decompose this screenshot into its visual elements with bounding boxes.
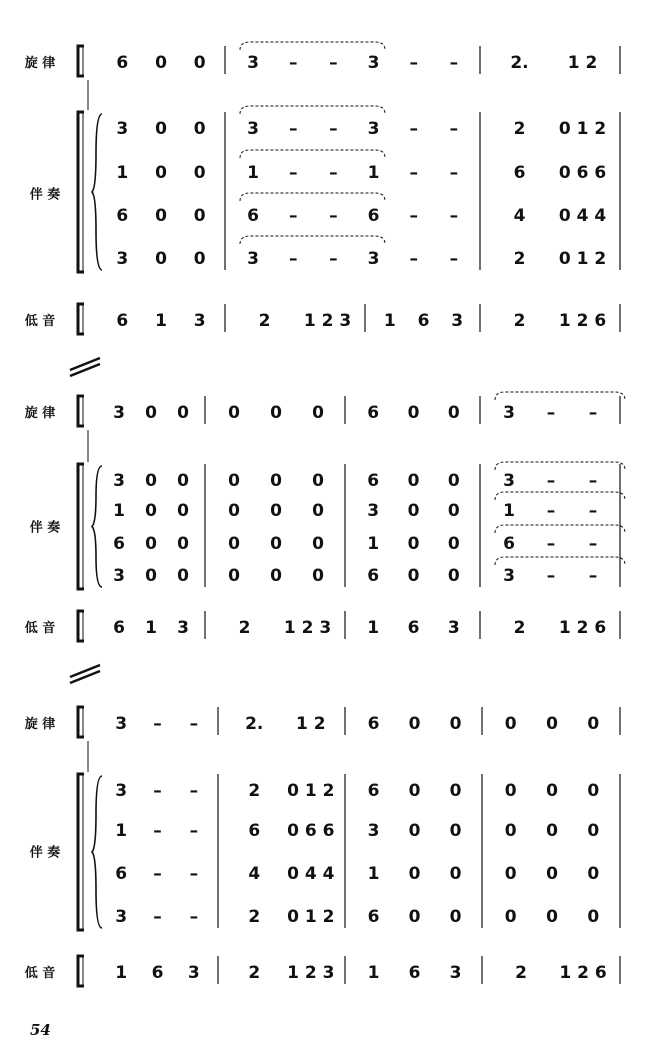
system-1-accomp-v2-m2-beat-2: 0 [447,534,460,554]
system-2-accomp-v3-m0-beat-0: 3 [115,907,128,927]
system-0-accomp-v1-m1-beat-5: – [449,163,459,183]
system-0-accomp-v1-m1-beat-2: – [329,163,338,183]
system-1-melody-m0-beat-2: 0 [177,403,189,423]
system-2-accomp-v3-m2-beat-1: 0 [408,907,421,927]
system-0-accomp-v0-m1-beat-4: – [409,119,418,139]
system-2-accomp-v0-m1-beat-0: 2 [248,781,261,801]
system-0-accomp-v1-m1-beat-4: – [409,163,418,183]
system-1-accomp-v2-m3-beat-2: – [588,534,598,554]
system-0-accomp-v3-m2-beat-1: 0 1 2 [558,249,607,269]
system-1-accomp-v3-m1-beat-2: 0 [312,566,324,586]
system-0-bass-m3-beat-0: 2 [513,311,526,331]
system-0-accomp-v3-m0-beat-0: 3 [116,249,129,269]
system-1-accomp-v2-m0-beat-2: 0 [177,534,189,554]
system-0-accomp-v2-m1-beat-2: – [329,206,338,226]
system-0-accomp-v0-m1-beat-2: – [329,119,338,139]
system-1-accomp-v0-m3-beat-2: – [588,471,598,491]
system-1-melody-m0-beat-1: 0 [145,403,157,423]
system-0-bass-m0-beat-2: 3 [193,311,206,331]
system-0-accomp-v3-m0-beat-2: 0 [193,249,206,269]
system-0-bass-m1-beat-1: 1 2 3 [303,311,352,331]
system-1-bass-m0-beat-2: 3 [177,618,189,638]
system-2-bass-m1-beat-1: 1 2 3 [287,963,335,983]
system-1-accomp-v0-m0-beat-0: 3 [113,471,125,491]
system-1-accomp-v3-m2-beat-0: 6 [367,566,380,586]
system-1-separator-a [70,665,100,677]
system-1-accomp-v0-m1-beat-1: 0 [270,471,282,491]
system-2-accomp-v2-m0-beat-1: – [153,864,162,884]
system-0-accomp-v2-m2-beat-1: 0 4 4 [558,206,607,226]
system-1-accomp-v0-m1-beat-2: 0 [312,471,324,491]
system-0-accomp-v1-m1-beat-3: 1 [367,163,380,183]
system-0-accomp-v2-m1-beat-5: – [449,206,459,226]
system-0-bass-m2-beat-2: 3 [451,311,464,331]
system-2-bass-m0-beat-2: 3 [187,963,200,983]
system-0-accomp-v2-m1-beat-0: 6 [247,206,260,226]
system-1-accomp-v0-m2-beat-2: 0 [447,471,460,491]
system-2-accomp-v3-m2-beat-2: 0 [449,907,462,927]
system-2-accomp-v1-m0-beat-2: – [189,821,199,841]
system-2-accomp-v1-m3-beat-0: 0 [504,821,517,841]
tie-s0-melody [240,42,385,50]
system-1-accomp-v2-m1-beat-0: 0 [228,534,240,554]
system-0-accomp-v2-m1-beat-3: 6 [367,206,380,226]
system-0-accomp-v0-m1-beat-3: 3 [367,119,380,139]
system-0-accomp-v3-m1-beat-0: 3 [247,249,260,269]
system-0-melody-m1-beat-2: – [329,53,338,73]
system-0-accomp-v0-m1-beat-5: – [449,119,459,139]
system-1-bass-m2-beat-0: 1 [367,618,380,638]
system-1-accomp-v1-m2-beat-2: 0 [447,501,460,521]
system-0-melody-m1-beat-5: – [449,53,459,73]
system-1-bass-m3-beat-1: 1 2 6 [558,618,607,638]
system-2-melody-m2-beat-0: 6 [367,714,380,734]
system-0-bass-m2-beat-1: 6 [417,311,430,331]
system-1-accomp-v1-m3-beat-1: – [546,501,556,521]
system-1-melody-m1-beat-2: 0 [312,403,324,423]
system-0-accomp-v3-m1-beat-2: – [329,249,338,269]
system-0-accomp-v3-m1-beat-1: – [289,249,298,269]
system-2-melody-m3-beat-1: 0 [546,714,558,734]
system-1-melody-m2-beat-0: 6 [367,403,380,423]
system-0-accomp-v1-m0-beat-1: 0 [155,163,167,183]
system-2-melody-m2-beat-2: 0 [449,714,462,734]
system-1-accomp-v1-m0-beat-0: 1 [113,501,125,521]
system-2-accomp-v2-m2-beat-0: 1 [367,864,380,884]
system-0-accomp-v3-m0-beat-1: 0 [155,249,167,269]
system-0-melody-m1-beat-1: – [289,53,298,73]
tie-s1-acc-1 [495,492,625,500]
system-1-melody-m3-beat-0: 3 [503,403,515,423]
system-2-bass-m0-beat-0: 1 [115,963,128,983]
system-0-melody-m1-beat-0: 3 [247,53,260,73]
system-1-accomp-v3-m3-beat-1: – [546,566,556,586]
system-0-accomp-v3-m1-beat-4: – [409,249,418,269]
system-1-accomp-v2-m2-beat-1: 0 [407,534,420,554]
system-1-accomp-v3-m0-beat-1: 0 [145,566,157,586]
system-2-label-melody: 旋 律 [24,717,56,732]
system-0-accomp-v2-m2-beat-0: 4 [513,206,526,226]
system-1-accomp-v1-m1-beat-2: 0 [312,501,324,521]
system-0-melody-m1-beat-3: 3 [367,53,380,73]
system-1-melody-m2-beat-2: 0 [447,403,460,423]
system-1-melody-m2-beat-1: 0 [407,403,420,423]
system-1-accomp-v2-m1-beat-1: 0 [270,534,282,554]
system-1-accomp-v2-m2-beat-0: 1 [367,534,380,554]
system-2-accomp-v1-m3-beat-1: 0 [546,821,558,841]
system-2-accomp-brace [92,776,102,928]
system-2-accomp-v1-m1-beat-0: 6 [248,821,261,841]
system-1-accomp-v0-m0-beat-2: 0 [177,471,189,491]
system-0-accomp-v0-m2-beat-1: 0 1 2 [558,119,607,139]
system-2-accomp-v3-m2-beat-0: 6 [367,907,380,927]
system-2-accomp-v2-m2-beat-2: 0 [449,864,462,884]
system-1-accomp-v1-m3-beat-2: – [588,501,598,521]
system-0-label-melody: 旋 律 [24,56,56,71]
system-1-accomp-v3-m2-beat-2: 0 [447,566,460,586]
system-0-accomp-v2-m0-beat-0: 6 [116,206,129,226]
system-2-accomp-v3-m0-beat-1: – [153,907,162,927]
system-2-accomp-v3-m3-beat-1: 0 [546,907,558,927]
system-2-label-accompaniment: 伴 奏 [29,845,61,861]
system-1-accomp-brace [92,466,102,587]
system-0-bass-m0-beat-0: 6 [116,311,129,331]
system-2-label-bass: 低 音 [24,966,56,981]
system-2-accomp-v1-m1-beat-1: 0 6 6 [287,821,335,841]
system-2-accomp-v3-m1-beat-0: 2 [248,907,261,927]
system-0-bass-m1-beat-0: 2 [258,311,271,331]
system-2-accomp-v1-m2-beat-2: 0 [449,821,462,841]
system-1-accomp-v2-m3-beat-0: 6 [503,534,515,554]
system-1-melody-m1-beat-1: 0 [270,403,282,423]
system-0-accomp-v1-m1-beat-1: – [289,163,298,183]
system-2-accomp-v2-m3-beat-0: 0 [504,864,517,884]
system-1-accomp-v0-m0-beat-1: 0 [145,471,157,491]
system-0-separator-a [70,358,100,370]
system-0-bass-m2-beat-0: 1 [383,311,396,331]
system-2-accomp-v0-m2-beat-0: 6 [367,781,380,801]
system-2-accomp-v0-m0-beat-2: – [189,781,199,801]
page-number: 54 [30,1021,51,1039]
system-2-accomp-v0-m0-beat-1: – [153,781,162,801]
system-2-accomp-v1-m0-beat-1: – [153,821,162,841]
system-2-accomp-v1-m3-beat-2: 0 [587,821,600,841]
system-0-accomp-v3-m1-beat-5: – [449,249,459,269]
system-0-accomp-v2-m0-beat-1: 0 [155,206,167,226]
system-2-accomp-v3-m0-beat-2: – [189,907,199,927]
system-2-accomp-v2-m3-beat-2: 0 [587,864,600,884]
system-1-accomp-v3-m1-beat-1: 0 [270,566,282,586]
system-2-accomp-v2-m1-beat-1: 0 4 4 [287,864,335,884]
system-0-melody-m0-beat-2: 0 [193,53,206,73]
system-2-accomp-v0-m0-beat-0: 3 [115,781,128,801]
system-0-bass-m3-beat-1: 1 2 6 [558,311,607,331]
system-0-melody-m2-beat-0: 2. [510,53,529,73]
system-1-label-accompaniment: 伴 奏 [29,520,61,536]
system-0-accomp-v0-m0-beat-0: 3 [116,119,129,139]
system-1-melody-m3-beat-2: – [588,403,598,423]
system-2-bass-m3-beat-0: 2 [515,963,527,983]
system-1-label-melody: 旋 律 [24,406,56,421]
system-1-melody-m3-beat-1: – [546,403,556,423]
system-2-melody-m0-beat-1: – [153,714,162,734]
system-1-accomp-v1-m0-beat-2: 0 [177,501,189,521]
system-1-accomp-v1-m0-beat-1: 0 [145,501,157,521]
system-2-accomp-v2-m3-beat-1: 0 [546,864,558,884]
system-0-accomp-v2-m1-beat-1: – [289,206,298,226]
system-0-accomp-v0-m1-beat-0: 3 [247,119,260,139]
system-1-accomp-v2-m0-beat-0: 6 [113,534,125,554]
system-0-accomp-brace [92,114,102,270]
tie-s0-acc-2 [240,193,385,201]
tie-s0-acc-0 [240,106,385,114]
system-1-accomp-v0-m2-beat-0: 6 [367,471,380,491]
system-2-accomp-v1-m2-beat-1: 0 [408,821,421,841]
system-2-accomp-v2-m2-beat-1: 0 [408,864,421,884]
system-2-accomp-v1-m2-beat-0: 3 [367,821,380,841]
system-1-accomp-v0-m1-beat-0: 0 [228,471,240,491]
system-0-accomp-v0-m2-beat-0: 2 [513,119,526,139]
system-2-accomp-v3-m3-beat-0: 0 [504,907,517,927]
tie-s1-acc-2 [495,525,625,533]
system-2-melody-m2-beat-1: 0 [408,714,421,734]
system-0-accomp-v3-m2-beat-0: 2 [513,249,526,269]
system-2-bass-m3-beat-1: 1 2 6 [559,963,607,983]
tie-s1-acc-0 [495,462,625,470]
system-1-bass-m2-beat-2: 3 [447,618,460,638]
system-1-bass-m1-beat-0: 2 [238,618,251,638]
system-2-bass-m0-beat-1: 6 [151,963,164,983]
system-1-bass-m2-beat-1: 6 [407,618,420,638]
system-2-accomp-v3-m1-beat-1: 0 1 2 [287,907,335,927]
system-2-melody-m1-beat-0: 2. [245,714,264,734]
system-0-accomp-v0-m0-beat-2: 0 [193,119,206,139]
system-2-melody-m3-beat-2: 0 [587,714,600,734]
tie-s1-acc-3 [495,557,625,565]
system-0-melody-m2-beat-1: 1 2 [567,53,598,73]
system-0-accomp-v1-m0-beat-0: 1 [116,163,129,183]
system-2-accomp-v0-m3-beat-0: 0 [504,781,517,801]
system-1-separator-b [70,671,100,683]
system-2-accomp-v0-m2-beat-2: 0 [449,781,462,801]
system-2-bass-m2-beat-0: 1 [367,963,380,983]
system-2-melody-m1-beat-1: 1 2 [295,714,326,734]
system-2-bass-m1-beat-0: 2 [248,963,261,983]
system-1-accomp-v0-m2-beat-1: 0 [407,471,420,491]
system-2-accomp-v3-m3-beat-2: 0 [587,907,600,927]
system-0-melody-m1-beat-4: – [409,53,418,73]
system-2-accomp-v1-m0-beat-0: 1 [115,821,128,841]
system-1-melody-m0-beat-0: 3 [113,403,125,423]
system-1-bass-m0-beat-0: 6 [113,618,125,638]
system-1-accomp-v2-m0-beat-1: 0 [145,534,157,554]
system-1-accomp-v0-m3-beat-0: 3 [503,471,515,491]
system-1-accomp-v2-m1-beat-2: 0 [312,534,324,554]
system-2-melody-m0-beat-0: 3 [115,714,128,734]
system-1-accomp-v3-m0-beat-0: 3 [113,566,125,586]
system-0-label-accompaniment: 伴 奏 [29,187,61,203]
system-2-accomp-v2-m0-beat-2: – [189,864,199,884]
system-0-separator-b [70,364,100,376]
system-1-bass-m0-beat-1: 1 [145,618,157,638]
system-2-accomp-v0-m3-beat-2: 0 [587,781,600,801]
system-1-accomp-v2-m3-beat-1: – [546,534,556,554]
system-1-label-bass: 低 音 [24,621,56,636]
system-1-accomp-v3-m2-beat-1: 0 [407,566,420,586]
system-0-melody-m0-beat-0: 6 [116,53,129,73]
system-1-bass-m3-beat-0: 2 [513,618,526,638]
system-0-accomp-v0-m0-beat-1: 0 [155,119,167,139]
system-1-accomp-v0-m3-beat-1: – [546,471,556,491]
system-2-melody-m0-beat-2: – [189,714,199,734]
tie-s0-acc-1 [240,150,385,158]
system-1-accomp-v1-m1-beat-1: 0 [270,501,282,521]
system-0-accomp-v0-m1-beat-1: – [289,119,298,139]
system-1-accomp-v3-m1-beat-0: 0 [228,566,240,586]
system-2-accomp-v0-m3-beat-1: 0 [546,781,558,801]
tie-s0-acc-3 [240,236,385,244]
system-2-accomp-v2-m0-beat-0: 6 [115,864,128,884]
system-1-accomp-v1-m3-beat-0: 1 [503,501,515,521]
system-2-accomp-v0-m2-beat-1: 0 [408,781,421,801]
system-1-melody-m1-beat-0: 0 [228,403,240,423]
system-1-accomp-v3-m3-beat-0: 3 [503,566,515,586]
system-1-accomp-v3-m0-beat-2: 0 [177,566,189,586]
system-1-accomp-v1-m2-beat-0: 3 [367,501,380,521]
system-2-accomp-v2-m1-beat-0: 4 [248,864,261,884]
tie-s1-melody [495,392,625,400]
system-2-melody-m3-beat-0: 0 [504,714,517,734]
system-1-accomp-v1-m1-beat-0: 0 [228,501,240,521]
system-0-accomp-v1-m1-beat-0: 1 [247,163,260,183]
system-1-bass-m1-beat-1: 1 2 3 [283,618,332,638]
system-0-accomp-v3-m1-beat-3: 3 [367,249,380,269]
system-0-accomp-v1-m2-beat-1: 0 6 6 [558,163,607,183]
system-2-bass-m2-beat-2: 3 [449,963,462,983]
system-0-melody-m0-beat-1: 0 [155,53,167,73]
system-0-accomp-v1-m0-beat-2: 0 [193,163,206,183]
system-0-bass-m0-beat-1: 1 [155,311,167,331]
system-1-accomp-v3-m3-beat-2: – [588,566,598,586]
system-2-bass-m2-beat-1: 6 [408,963,421,983]
system-2-accomp-v0-m1-beat-1: 0 1 2 [287,781,335,801]
system-0-accomp-v2-m1-beat-4: – [409,206,418,226]
system-0-label-bass: 低 音 [24,314,56,329]
system-1-accomp-v1-m2-beat-1: 0 [407,501,420,521]
system-0-accomp-v2-m0-beat-2: 0 [193,206,206,226]
system-0-accomp-v1-m2-beat-0: 6 [513,163,526,183]
